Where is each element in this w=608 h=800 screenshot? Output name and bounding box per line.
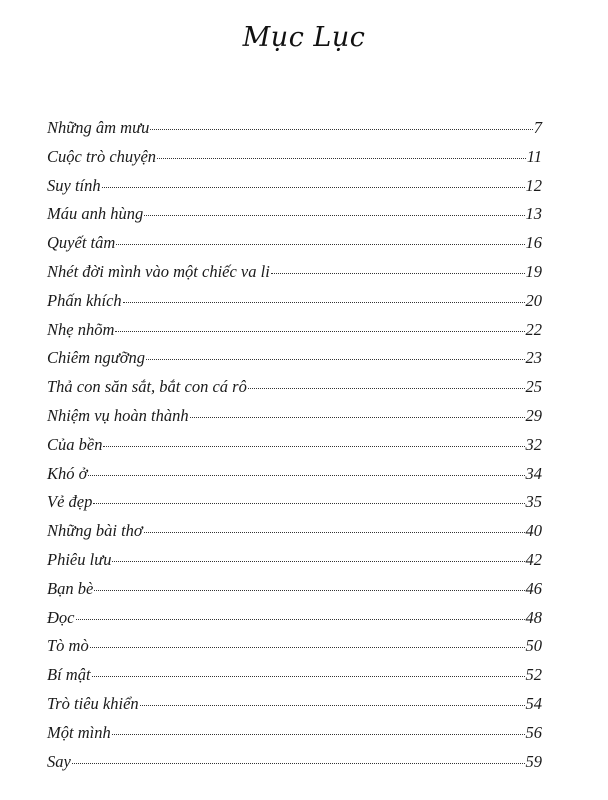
toc-entry-page: 22 [525, 319, 542, 339]
toc-entry-title: Phấn khích [47, 290, 122, 310]
dot-leader [271, 272, 525, 274]
toc-entry[interactable] [47, 690, 542, 719]
toc-entry-page: 48 [525, 607, 542, 627]
toc-entry-page: 40 [525, 521, 542, 541]
toc-entry-title: Thả con săn sắt, bắt con cá rô [47, 377, 247, 397]
toc-entry-page: 50 [525, 636, 542, 656]
toc-entry-page: 16 [525, 233, 542, 253]
dot-leader [112, 733, 525, 735]
dot-leader [112, 560, 524, 562]
toc-entry-page: 19 [525, 261, 542, 281]
toc-entry[interactable] [47, 517, 542, 546]
toc-entry[interactable] [47, 143, 542, 172]
toc-entry[interactable] [47, 632, 542, 661]
toc-entry-title: Nhét đời mình vào một chiếc va li [47, 261, 270, 281]
toc-entry[interactable] [47, 200, 542, 229]
toc-entry-page: 11 [526, 146, 542, 166]
toc-entry[interactable] [47, 431, 542, 460]
dot-leader [72, 762, 525, 764]
toc-entry-title: Tò mò [47, 636, 89, 656]
toc-entry-page: 20 [525, 290, 542, 310]
toc-entry-title: Máu anh hùng [47, 204, 144, 224]
dot-leader [157, 157, 526, 159]
toc-entry[interactable] [47, 402, 542, 431]
toc-entry-title: Trò tiêu khiển [47, 693, 139, 713]
toc-entry[interactable] [47, 661, 542, 690]
toc-entry-title: Phiêu lưu [47, 549, 112, 569]
toc-entry-page: 46 [525, 578, 542, 598]
toc-entry-page: 34 [525, 463, 542, 483]
toc-entry-title: Say [47, 751, 71, 771]
toc-entry[interactable] [47, 546, 542, 575]
dot-leader [115, 330, 524, 332]
toc-entry[interactable] [47, 287, 542, 316]
toc-entry-title: Chiêm ngưỡng [47, 348, 146, 368]
toc-entry-title: Nhẹ nhõm [47, 319, 115, 339]
dot-leader [190, 416, 525, 418]
toc-entry[interactable] [47, 172, 542, 201]
toc-entry[interactable] [47, 258, 542, 287]
toc-entry-title: Nhiệm vụ hoàn thành [47, 405, 189, 425]
toc-entry-page: 12 [525, 175, 542, 195]
toc-entry-title: Quyết tâm [47, 233, 116, 253]
toc-entry[interactable] [47, 488, 542, 517]
toc-entry[interactable] [47, 460, 542, 489]
toc-entry[interactable] [47, 748, 542, 777]
dot-leader [144, 214, 524, 216]
toc-entry[interactable] [47, 316, 542, 345]
toc-entry-page: 56 [525, 722, 542, 742]
toc-entry[interactable] [47, 344, 542, 373]
toc-entry-page: 29 [525, 405, 542, 425]
dot-leader [140, 704, 525, 706]
toc-entry-title: Bạn bè [47, 578, 94, 598]
dot-leader [93, 502, 524, 504]
toc-entry-title: Vẻ đẹp [47, 492, 93, 512]
dot-leader [103, 445, 524, 447]
toc-entry-page: 42 [525, 549, 542, 569]
dot-leader [150, 128, 532, 130]
toc-entry-page: 13 [525, 204, 542, 224]
toc-entry-title: Suy tính [47, 175, 101, 195]
dot-leader [144, 531, 525, 533]
toc-entry[interactable] [47, 373, 542, 402]
toc-entry-page: 35 [525, 492, 542, 512]
toc-entry-page: 25 [525, 377, 542, 397]
table-of-contents [47, 114, 542, 776]
dot-leader [116, 243, 524, 245]
toc-entry-title: Những âm mưu [47, 118, 150, 137]
toc-entry-title: Cuộc trò chuyện [47, 146, 157, 166]
dot-leader [92, 675, 525, 677]
dot-leader [76, 618, 525, 620]
toc-entry-title: Bí mật [47, 665, 91, 685]
dot-leader [94, 589, 524, 591]
toc-entry-page: 59 [525, 751, 542, 771]
toc-entry[interactable] [47, 575, 542, 604]
dot-leader [88, 474, 524, 476]
page-title: Mục Lục [242, 22, 366, 53]
toc-entry-title: Khó ở [47, 463, 88, 483]
dot-leader [146, 358, 524, 360]
dot-leader [248, 387, 525, 389]
toc-entry-title: Những bài thơ [47, 521, 143, 541]
dot-leader [90, 646, 525, 648]
toc-entry-title: Của bền [47, 434, 103, 454]
toc-entry[interactable] [47, 229, 542, 258]
toc-entry[interactable] [47, 719, 542, 748]
toc-entry[interactable] [47, 114, 542, 143]
toc-entry-page: 23 [525, 348, 542, 368]
toc-entry[interactable] [47, 604, 542, 633]
toc-entry-title: Đọc [47, 607, 75, 627]
toc-entry-page: 52 [525, 665, 542, 685]
dot-leader [102, 186, 525, 188]
toc-entry-page: 54 [525, 693, 542, 713]
toc-entry-title: Một mình [47, 722, 111, 742]
dot-leader [123, 301, 525, 303]
toc-entry-page: 7 [533, 118, 542, 137]
toc-entry-page: 32 [525, 434, 542, 454]
